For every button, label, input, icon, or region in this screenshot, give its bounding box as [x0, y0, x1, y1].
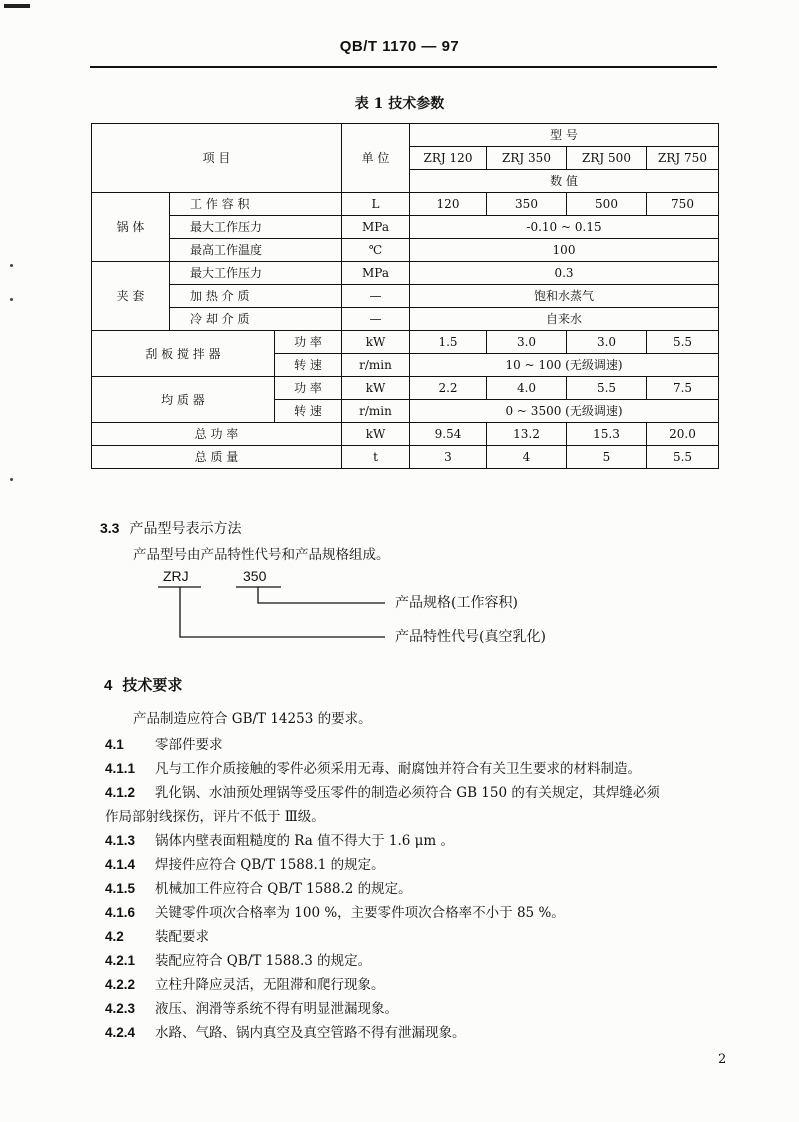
cell-value: 2.2	[410, 377, 487, 400]
cell-value: 500	[567, 193, 647, 216]
row-label: 工 作 容 积	[170, 193, 342, 216]
row-unit: kW	[342, 377, 410, 400]
model-header: 型 号	[410, 124, 719, 147]
model-name: ZRJ 350	[487, 147, 567, 170]
section-4-intro: 产品制造应符合 GB/T 14253 的要求。	[133, 711, 372, 727]
row-unit: t	[342, 446, 410, 469]
cell-value: 饱和水蒸气	[410, 285, 719, 308]
clause: 4.2.4 水路、气路、锅内真空及真空管路不得有泄漏现象。	[105, 1025, 466, 1041]
cell-value: 7.5	[647, 377, 719, 400]
row-unit: kW	[342, 331, 410, 354]
row-label: 功 率	[275, 377, 342, 400]
clause: 4.2.3 液压、润滑等系统不得有明显泄漏现象。	[105, 1001, 398, 1017]
cell-value: -0.10 ~ 0.15	[410, 216, 719, 239]
scan-mark	[4, 4, 30, 8]
clause: 4.1.2 乳化锅、水油预处理锅等受压零件的制造必须符合 GB 150 的有关规定，其焊缝必须	[105, 785, 660, 801]
row-label: 最大工作压力	[170, 216, 342, 239]
group-jacket: 夹 套	[92, 262, 170, 331]
section-title: 技术要求	[122, 676, 183, 694]
code-prefix: ZRJ	[163, 568, 189, 584]
value-header: 数 值	[410, 170, 719, 193]
clause: 4.1.3 锅体内壁表面粗糙度的 Ra 值不得大于 1.6 μm 。	[105, 833, 455, 849]
cell-value: 0.3	[410, 262, 719, 285]
section-4-heading	[104, 674, 182, 695]
section-3-3-text: 产品型号由产品特性代号和产品规格组成。	[133, 547, 390, 563]
section-number: 3.3	[100, 520, 120, 536]
cell-value: 自来水	[410, 308, 719, 331]
cell-value: 0 ~ 3500 (无级调速)	[410, 400, 719, 423]
row-unit: MPa	[342, 262, 410, 285]
cell-value: 5.5	[647, 446, 719, 469]
cell-value: 5	[567, 446, 647, 469]
row-unit: r/min	[342, 354, 410, 377]
row-unit: MPa	[342, 216, 410, 239]
cell-value: 100	[410, 239, 719, 262]
clause: 4.1.5 机械加工件应符合 QB/T 1588.2 的规定。	[105, 881, 412, 897]
group-total-power: 总 功 率	[92, 423, 342, 446]
label-spec: 产品规格(工作容积)	[395, 595, 518, 611]
row-label: 最大工作压力	[170, 262, 342, 285]
header-rule	[90, 66, 717, 68]
item-header: 项 目	[92, 124, 342, 193]
model-name: ZRJ 120	[410, 147, 487, 170]
page-number: 2	[718, 1052, 727, 1067]
section-3-3-heading	[100, 518, 241, 538]
row-label: 最高工作温度	[170, 239, 342, 262]
code-spec: 350	[243, 568, 267, 584]
row-unit: r/min	[342, 400, 410, 423]
model-name: ZRJ 500	[567, 147, 647, 170]
clause: 4.2.2 立柱升降应灵活，无阻滞和爬行现象。	[105, 977, 385, 993]
row-unit: kW	[342, 423, 410, 446]
cell-value: 1.5	[410, 331, 487, 354]
clause: 4.1 零部件要求	[105, 737, 223, 753]
unit-header: 单 位	[342, 124, 410, 193]
cell-value: 13.2	[487, 423, 567, 446]
clause-continuation: 作局部射线探伤，评片不低于 Ⅲ级。	[105, 809, 325, 825]
group-scraper: 刮 板 搅 拌 器	[92, 331, 275, 377]
scan-dot	[10, 264, 13, 267]
cell-value: 3.0	[567, 331, 647, 354]
cell-value: 750	[647, 193, 719, 216]
row-label: 冷 却 介 质	[170, 308, 342, 331]
cell-value: 10 ~ 100 (无级调速)	[410, 354, 719, 377]
clause: 4.2.1 装配应符合 QB/T 1588.3 的规定。	[105, 953, 372, 969]
cell-value: 4.0	[487, 377, 567, 400]
cell-value: 3.0	[487, 331, 567, 354]
section-number: 4	[104, 677, 113, 694]
clause: 4.1.4 焊接件应符合 QB/T 1588.1 的规定。	[105, 857, 385, 873]
cell-value: 5.5	[567, 377, 647, 400]
scan-dot	[10, 298, 13, 301]
cell-value: 15.3	[567, 423, 647, 446]
row-unit: —	[342, 285, 410, 308]
standard-number: QB/T 1170 — 97	[339, 38, 460, 55]
clause: 4.1.6 关键零件项次合格率为 100 %，主要零件项次合格率不小于 85 %。	[105, 905, 565, 921]
table-caption: 表 1 技术参数	[354, 96, 445, 112]
label-characteristic: 产品特性代号(真空乳化)	[395, 629, 546, 645]
row-unit: ℃	[342, 239, 410, 262]
cell-value: 9.54	[410, 423, 487, 446]
cell-value: 20.0	[647, 423, 719, 446]
group-homogenizer: 均 质 器	[92, 377, 275, 423]
clause: 4.2 装配要求	[105, 929, 209, 945]
tech-params-table	[91, 123, 719, 469]
cell-value: 4	[487, 446, 567, 469]
row-label: 加 热 介 质	[170, 285, 342, 308]
row-label: 功 率	[275, 331, 342, 354]
row-unit: —	[342, 308, 410, 331]
scan-dot	[10, 478, 13, 481]
cell-value: 3	[410, 446, 487, 469]
clause: 4.1.1 凡与工作介质接触的零件必须采用无毒、耐腐蚀并符合有关卫生要求的材料制造。	[105, 761, 641, 777]
row-label: 转 速	[275, 354, 342, 377]
section-title: 产品型号表示方法	[129, 521, 242, 537]
model-name: ZRJ 750	[647, 147, 719, 170]
group-pot: 锅 体	[92, 193, 170, 262]
cell-value: 350	[487, 193, 567, 216]
cell-value: 120	[410, 193, 487, 216]
row-label: 转 速	[275, 400, 342, 423]
row-unit: L	[342, 193, 410, 216]
group-total-mass: 总 质 量	[92, 446, 342, 469]
cell-value: 5.5	[647, 331, 719, 354]
